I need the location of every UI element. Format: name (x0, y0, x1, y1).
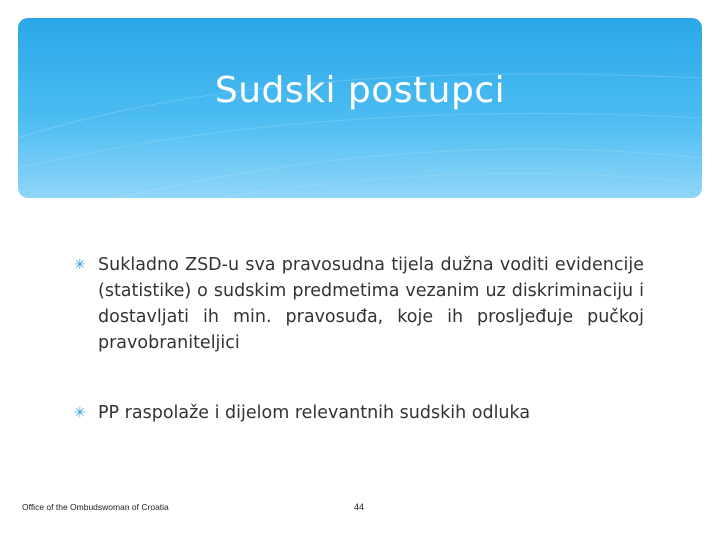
asterisk-bullet-icon: ✳ (74, 257, 86, 273)
bullet-item (74, 252, 644, 356)
footer-organization: Office of the Ombudswoman of Croatia (22, 502, 169, 512)
bullet-text: PP raspolaže i dijelom relevantnih sudskih odluka (98, 403, 531, 423)
bullet-text: Sukladno ZSD-u sva pravosudna tijela dužna voditi evidencije (statistike) o sudskim predmetima vezanim uz diskriminaciju i dostavljati ih min. pravosuđa, koje ih prosljeđuje pučkoj pravobraniteljici (98, 255, 644, 353)
bullet-list (74, 252, 644, 426)
bullet-item (74, 400, 644, 426)
title-banner (18, 18, 702, 198)
asterisk-bullet-icon: ✳ (74, 405, 86, 421)
page-number: 44 (354, 502, 365, 512)
slide-title: Sudski postupci (214, 70, 506, 111)
